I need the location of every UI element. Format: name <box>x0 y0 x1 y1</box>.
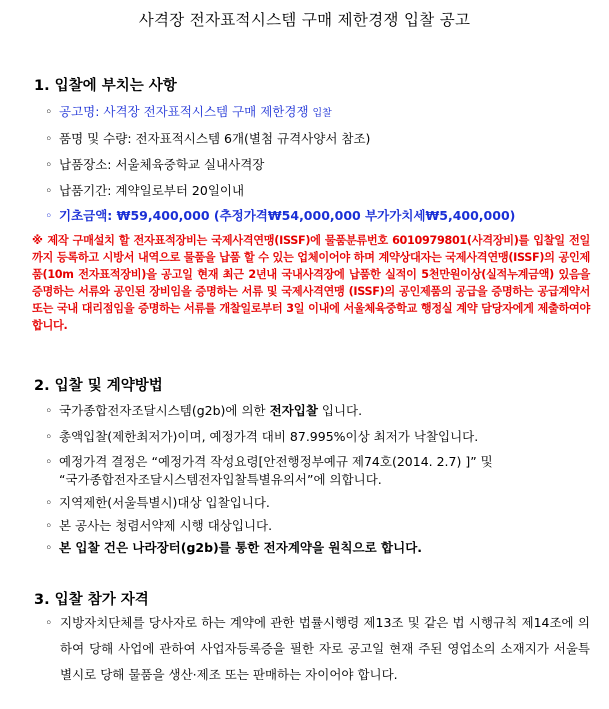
bullet-mark: ◦ <box>45 540 53 555</box>
eligibility-paragraph <box>45 610 590 688</box>
item-quantity: 품명 및 수량: 전자표적시스템 6개(별첨 규격사양서 참조) <box>59 131 371 146</box>
bullet-base-price <box>45 206 515 224</box>
lump-sum-text: 총액입찰(제한최저가)이며, 예정가격 대비 87.995%이상 최저가 낙찰입니다. <box>59 429 479 444</box>
integrity-pledge-text: 본 공사는 청렴서약제 시행 대상입니다. <box>59 518 273 533</box>
bullet-region-limit <box>45 493 270 511</box>
e-bidding-strong: 전자입찰 <box>269 403 318 418</box>
bullet-estimated-price <box>45 452 493 470</box>
bullet-project-name <box>45 102 332 120</box>
estimated-price-line-1: 예정가격 결정은 “예정가격 작성요령[안전행정부예규 제74호(2014. 2.7) ]” 및 <box>59 454 493 469</box>
bullet-mark: ◦ <box>45 615 53 630</box>
bullet-lump-sum <box>45 427 478 445</box>
bullet-mark: ◦ <box>45 104 53 119</box>
section-2-heading: 2. 입찰 및 계약방법 <box>34 378 163 394</box>
section-3-heading: 3. 입찰 참가 자격 <box>34 592 149 608</box>
bullet-mark: ◦ <box>45 454 53 469</box>
bullet-mark: ◦ <box>45 495 53 510</box>
project-name: 공고명: 사격장 전자표적시스템 구매 제한경쟁 <box>59 104 309 119</box>
bullet-estimated-price-cont <box>45 470 382 488</box>
bullet-mark: ◦ <box>45 403 53 418</box>
bullet-mark: ◦ <box>45 157 53 172</box>
section-1-heading: 1. 입찰에 부치는 사항 <box>34 78 177 94</box>
e-contract-text: 본 입찰 건은 나라장터(g2b)를 통한 전자계약을 원칙으로 합니다. <box>59 540 423 555</box>
delivery-period: 납품기간: 계약일로부터 20일이내 <box>59 183 245 198</box>
base-price: 기초금액: ₩59,400,000 (추정가격₩54,000,000 부가가치세₩5,400,000) <box>59 208 516 223</box>
eligibility-text: 지방자치단체를 당사자로 하는 계약에 관한 법률시행령 제13조 및 같은 법 시행규칙 제14조에 의하여 당해 사업에 관하여 사업자등록증을 필한 자로 공고일 현재 주된 영업소의 소재지가 서울특별시로 당해 물품을 생산·제조 또는 판매하는 자이어야 합니다. <box>60 615 590 682</box>
region-limit-text: 지역제한(서울특별시)대상 입찰입니다. <box>59 495 270 510</box>
notice-paragraph: ※ 제작 구매설치 할 전자표적장비는 국제사격연맹(ISSF)에 물품분류번호 6010979801(사격장비)를 입찰일 전일까지 등록하고 시방서 내역으로 물품을 납품 할 수 있는 업체이어야 하며 계약상대자는 국제사격연맹(ISSF)의 공인제품(10m 전자표적장비)을 공고일 현재 최근 2년내 국내사격장에 납품한 실적이 5천만원이상(실적누계금액) 있음을 증명하는 서류와 공인된 장비임을 증명하는 서류 및 국제사격연맹 (ISSF)의 공인제품의 공급을 증명하는 공급계약서 또는 국내 대리점임을 증명하는 서류를 개찰일로부터 3일 이내에 서울체육중학교 행정실 계약 담당자에게 제출하여야 합니다. <box>32 234 590 332</box>
e-bidding-post: 입니다. <box>321 403 363 418</box>
bullet-delivery-period <box>45 181 244 199</box>
estimated-price-line-2: “국가종합전자조달시스템전자입찰특별유의서”에 의합니다. <box>59 472 382 487</box>
delivery-place: 납품장소: 서울체육중학교 실내사격장 <box>59 157 265 172</box>
project-name-suffix: 입찰 <box>312 108 332 119</box>
bullet-mark: ◦ <box>45 429 53 444</box>
bullet-e-contract <box>45 538 422 556</box>
bullet-mark: ◦ <box>45 208 53 223</box>
page-title: 사격장 전자표적시스템 구매 제한경쟁 입찰 공고 <box>138 11 471 29</box>
e-bidding-text: 국가종합전자조달시스템(g2b)에 의한 <box>59 403 266 418</box>
bullet-mark: ◦ <box>45 183 53 198</box>
bullet-e-bidding <box>45 401 362 419</box>
bullet-item-quantity <box>45 129 370 147</box>
bullet-integrity-pledge <box>45 516 272 534</box>
bullet-mark: ◦ <box>45 518 53 533</box>
bullet-mark: ◦ <box>45 131 53 146</box>
bullet-delivery-place <box>45 155 264 173</box>
